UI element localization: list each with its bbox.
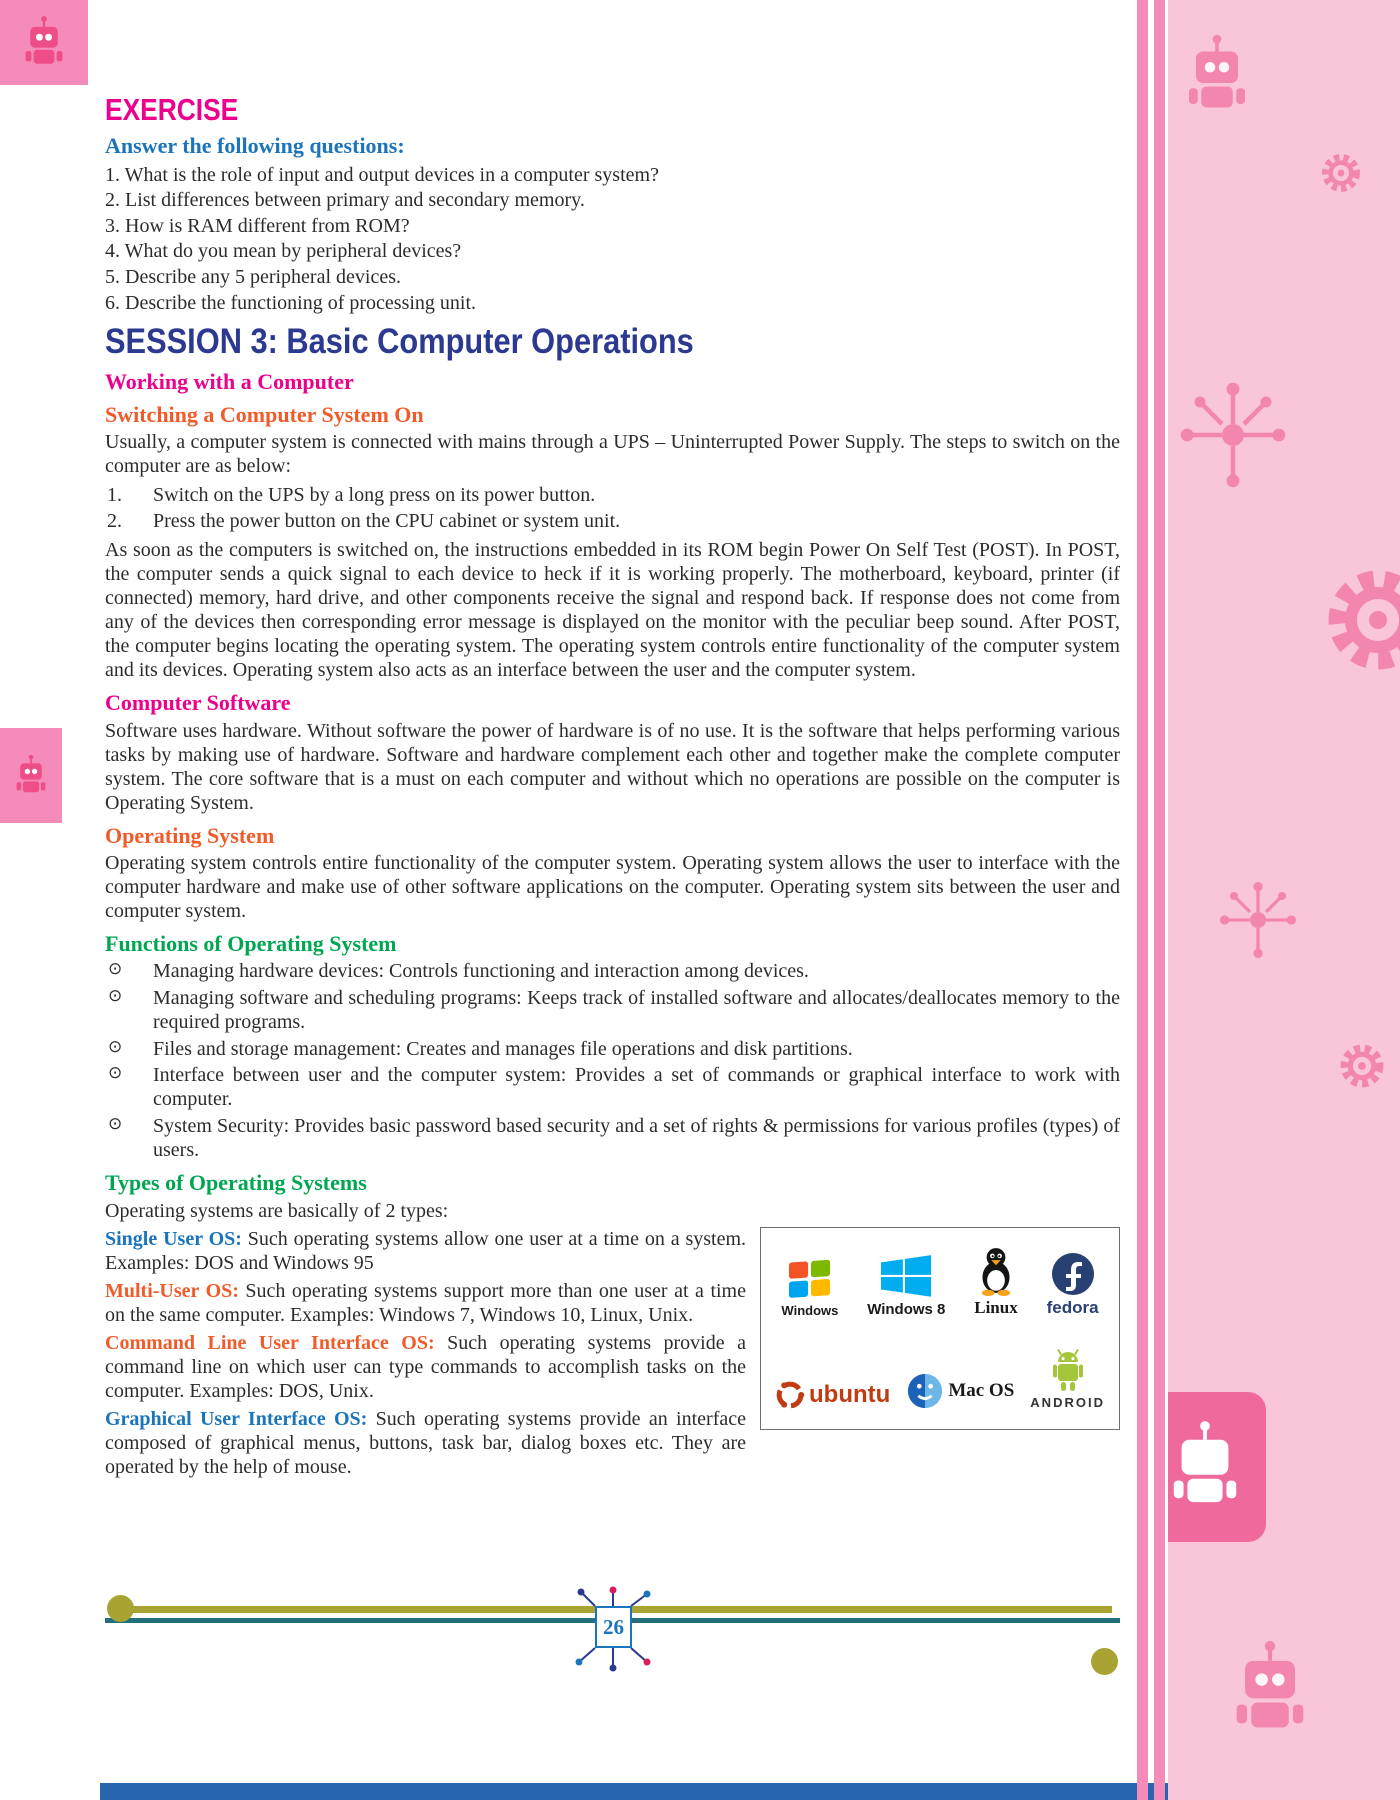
linux-tux-icon [975,1246,1017,1296]
cli-os-lead: Command Line User Interface OS: [105,1331,435,1354]
decor-right-stripe-1 [1137,0,1148,1800]
circuit-icon [1218,880,1298,960]
android-logo-tile [1030,1347,1105,1410]
ubuntu-logo-tile [775,1380,890,1410]
macos-face-icon [906,1372,944,1410]
operating-system-heading: Operating System [105,822,275,848]
fedora-logo-tile [1047,1252,1099,1318]
bullet-icon: ⊙ [108,1062,123,1083]
post-paragraph: As soon as the computers is switched on, the instructions embedded in its ROM begin Power On Self Test (POST). In POST, the computer sends a quick signal to each device to heck if it is working properly. The motherboard, keyboard, printer (if connected) memory, hard drive, and other components receive the signal and respond back. If response does not come from any of the devices then corresponding error message is displayed on the monitor with the peculiar beep sound. After POST, the computer begins locating the operating system. The operating system controls entire functionality of the computer system and its devices. Operating system also acts as an interface between the user and the computer system. [105,539,1120,682]
bullet-icon: ⊙ [108,959,123,980]
main-content [105,94,1120,1479]
gear-icon [1318,150,1364,196]
android-robot-icon [1043,1347,1093,1393]
fedora-label: fedora [1046,1298,1099,1318]
question-item: 3. How is RAM different from ROM? [105,214,410,237]
gui-os-lead: Graphical User Interface OS: [105,1407,368,1430]
bullet-icon: ⊙ [108,985,123,1006]
macos-logo-tile [906,1372,1014,1410]
function-item [105,1063,1120,1112]
gear-icon [1318,560,1400,680]
exercise-heading: EXERCISE [105,92,239,127]
page-number-badge [567,1584,659,1672]
fedora-icon [1051,1252,1095,1296]
bullet-icon: ⊙ [108,1036,123,1057]
linux-label: Linux [974,1298,1018,1318]
function-text: Managing hardware devices: Controls functioning and interaction among devices. [153,960,809,983]
functions-heading: Functions of Operating System [105,931,397,957]
exercise-subtitle: Answer the following questions: [105,132,405,158]
page-footer [105,1592,1120,1682]
single-user-os-lead: Single User OS: [105,1227,242,1250]
decor-mid-left-pink-block [0,728,62,823]
windows8-logo-tile [867,1255,945,1318]
robot-icon [1228,1640,1312,1740]
function-text: System Security: Provides basic password based security and a set of rights & permissions for various profiles (types) of users. [153,1114,1120,1162]
types-intro: Operating systems are basically of 2 types: [105,1199,449,1222]
android-label: ANDROID [1030,1395,1105,1411]
footer-dot-left [107,1595,134,1622]
windows-logo-tile [781,1257,838,1318]
robot-icon [13,754,49,798]
robot-icon [1168,1419,1244,1515]
function-text: Interface between user and the computer system: Provides a set of commands or graphical interface to work with computer. [153,1063,1120,1111]
switching-intro-paragraph: Usually, a computer system is connected with mains through a UPS – Uninterrupted Power Supply. The steps to switch on the computer are as below: [105,431,1120,478]
gui-os-text: Such operating systems provide an interface composed of graphical menus, buttons, task bar, dialog boxes etc. They are operated by the help of mouse. [105,1407,746,1478]
circuit-icon [1178,380,1288,490]
function-item [105,1114,1120,1163]
function-text: Files and storage management: Creates and manages file operations and disk partitions. [153,1037,853,1060]
windows8-icon [881,1255,931,1299]
macos-label: Mac OS [948,1380,1015,1402]
gear-icon [1336,1040,1388,1092]
page-number: 26 [603,1614,624,1639]
decor-top-left-pink-block [0,0,88,85]
ubuntu-icon [775,1380,805,1410]
robot-badge [1168,1392,1266,1542]
question-item: 4. What do you mean by peripheral devices? [105,240,462,263]
ubuntu-label: ubuntu [809,1381,891,1409]
question-item: 1. What is the role of input and output devices in a computer system? [105,163,659,186]
robot-icon [21,15,67,71]
step-item [105,508,1120,534]
os-logos-row-1 [767,1246,1113,1318]
multi-user-os-text: Such operating systems support more than one user at a time on the same computer. Examples: Windows 7, Windows 10, Linux, Unix. [105,1279,746,1326]
footer-dot-right [1091,1648,1118,1675]
single-user-os-text: Such operating systems allow one user at a time on a system. Examples: DOS and Windows 95 [105,1227,746,1274]
step-item [105,482,1120,508]
switching-heading: Switching a Computer System On [105,402,424,428]
os-logos-row-2 [767,1347,1113,1410]
functions-list [105,959,1120,1162]
working-with-computer-heading: Working with a Computer [105,368,354,394]
types-heading: Types of Operating Systems [105,1170,367,1196]
windows8-label: Windows 8 [867,1301,946,1319]
function-item [105,1037,1120,1061]
robot-icon [1182,34,1252,118]
session-heading: SESSION 3: Basic Computer Operations [105,322,694,362]
step-text: Press the power button on the CPU cabinet or system unit. [153,510,621,533]
windows-icon [786,1257,834,1301]
page-number-box [595,1606,632,1648]
exercise-question-list [105,163,1120,317]
function-text: Managing software and scheduling programs: Keeps track of installed software and allocates/deallocates memory to the required programs. [153,986,1120,1034]
os-logos-figure [760,1227,1120,1430]
step-text: Switch on the UPS by a long press on its power button. [153,484,596,507]
decor-right-stripe-2 [1154,0,1165,1800]
multi-user-os-lead: Multi-User OS: [105,1279,239,1302]
computer-software-paragraph: Software uses hardware. Without software the power of hardware is of no use. It is the software that helps performing various tasks by making use of hardware. Software and hardware complement each other and together make the complete computer system. The core software that is a must on each computer and without which no operations are possible on the computer is Operating System. [105,719,1120,814]
question-item: 6. Describe the functioning of processing unit. [105,291,477,314]
linux-logo-tile [974,1246,1017,1318]
function-item [105,986,1120,1035]
computer-software-heading: Computer Software [105,690,291,716]
step-number: 1. [107,484,122,507]
question-item: 5. Describe any 5 peripheral devices. [105,265,401,288]
question-item: 2. List differences between primary and secondary memory. [105,189,585,212]
operating-system-paragraph: Operating system controls entire functionality of the computer system. Operating system allows the user to interface with the computer hardware and make use of other software applications on the computer. Operating system sits between the user and computer system. [105,852,1120,923]
cli-os-text: Such operating systems provide a command line on which user can type commands to accomplish tasks on the computer. Examples: DOS, Unix. [105,1331,746,1402]
switch-on-steps-list [105,482,1120,534]
windows-label: Windows [781,1303,839,1319]
bullet-icon: ⊙ [108,1113,123,1134]
step-number: 2. [107,510,122,533]
decor-right-band [1168,0,1400,1800]
function-item [105,959,1120,983]
